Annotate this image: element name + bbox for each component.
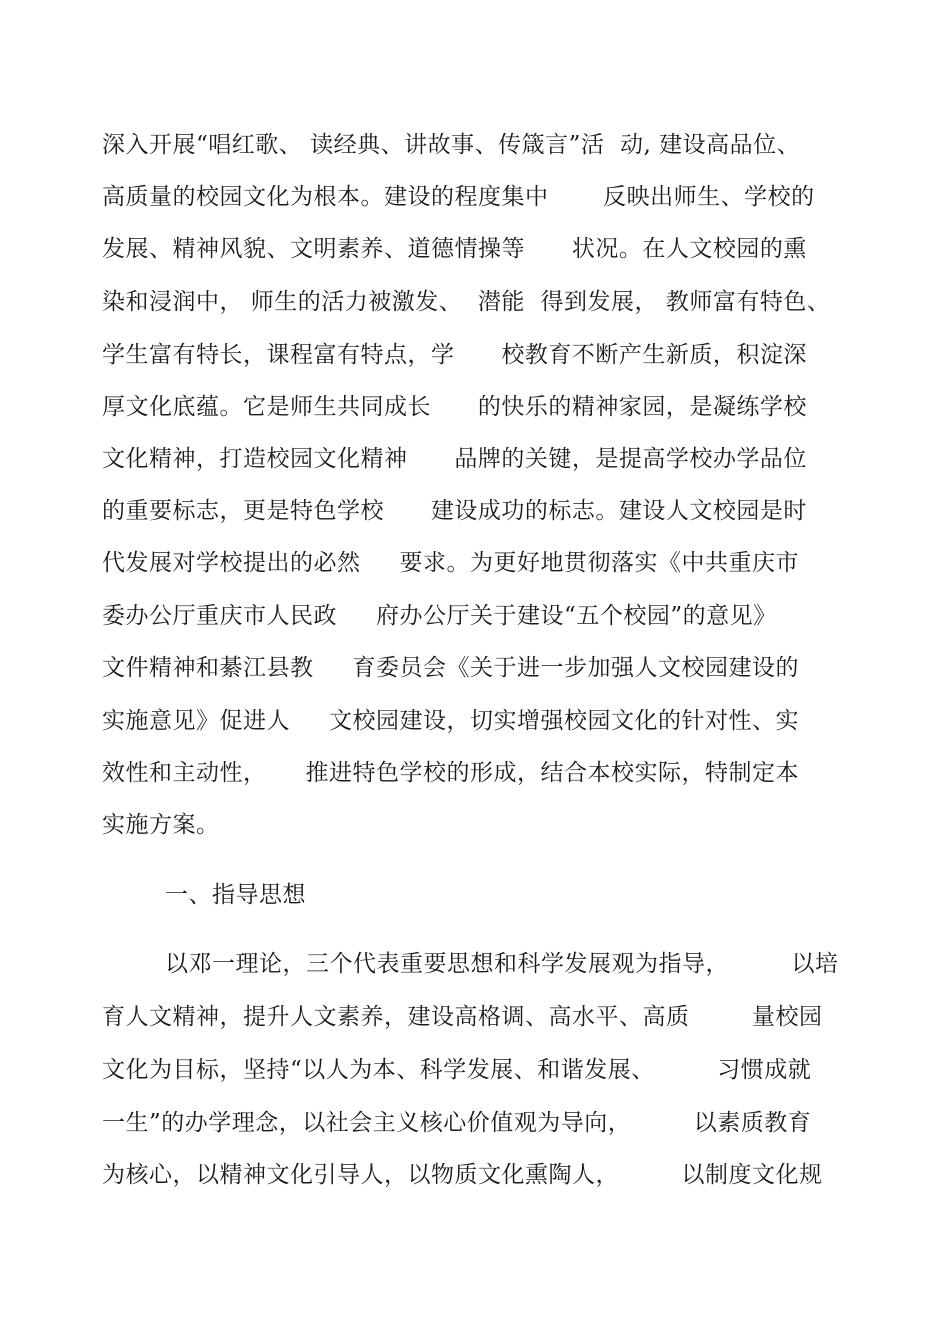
paragraph-line: 委办公厅重庆市人民政 府办公厅关于建设“五个校园”的意见》 bbox=[102, 603, 777, 629]
paragraph-line: 发展、精神风貌、文明素养、道德情操等 状况。在人文校园的熏 bbox=[102, 236, 807, 262]
paragraph-line: 代发展对学校提出的必然 要求。为更好地贯彻落实《中共重庆市 bbox=[102, 550, 800, 576]
paragraph-line: 高质量的校园文化为根本。建设的程度集中 反映出师生、学校的 bbox=[102, 184, 815, 210]
paragraph-line: 为核心，以精神文化引导人，以物质文化熏陶人， 以制度文化规 bbox=[102, 1162, 823, 1188]
paragraph-line: 厚文化底蕴。它是师生共同成长 的快乐的精神家园，是凝练学校 bbox=[102, 394, 807, 420]
paragraph-line: 的重要标志，更是特色学校 建设成功的标志。建设人文校园是时 bbox=[102, 498, 807, 524]
section-heading: 一、指导思想 bbox=[165, 882, 306, 908]
paragraph-line: 深入开展“唱红歌、 读经典、讲故事、传箴言”活 动, 建设高品位、 bbox=[102, 132, 801, 158]
paragraph-line: 文化精神，打造校园文化精神 品牌的关键，是提高学校办学品位 bbox=[102, 446, 807, 472]
paragraph-line: 以邓一理论，三个代表重要思想和科学发展观为指导， 以培 bbox=[165, 951, 839, 977]
paragraph-line: 实施方案。 bbox=[102, 812, 220, 838]
paragraph-line: 学生富有特长，课程富有特点，学 校教育不断产生新质，积淀深 bbox=[102, 342, 807, 368]
paragraph-line: 育人文精神，提升人文素养，建设高格调、高水平、高质 量校园 bbox=[102, 1004, 823, 1030]
paragraph-line: 效性和主动性， 推进特色学校的形成，结合本校实际，特制定本 bbox=[102, 760, 800, 786]
paragraph-line: 文件精神和綦江县教 育委员会《关于进一步加强人文校园建设的 bbox=[102, 655, 800, 681]
paragraph-line: 一生”的办学理念，以社会主义核心价值观为导向， 以素质教育 bbox=[102, 1110, 812, 1136]
paragraph-line: 实施意见》促进人 文校园建设，切实增强校园文化的针对性、实 bbox=[102, 708, 800, 734]
paragraph-line: 染和浸润中， 师生的活力被激发、 潜能 得到发展， 教师富有特色、 bbox=[102, 289, 831, 315]
paragraph-line: 文化为目标，坚持“以人为本、科学发展、和谐发展、 习惯成就 bbox=[102, 1057, 812, 1083]
